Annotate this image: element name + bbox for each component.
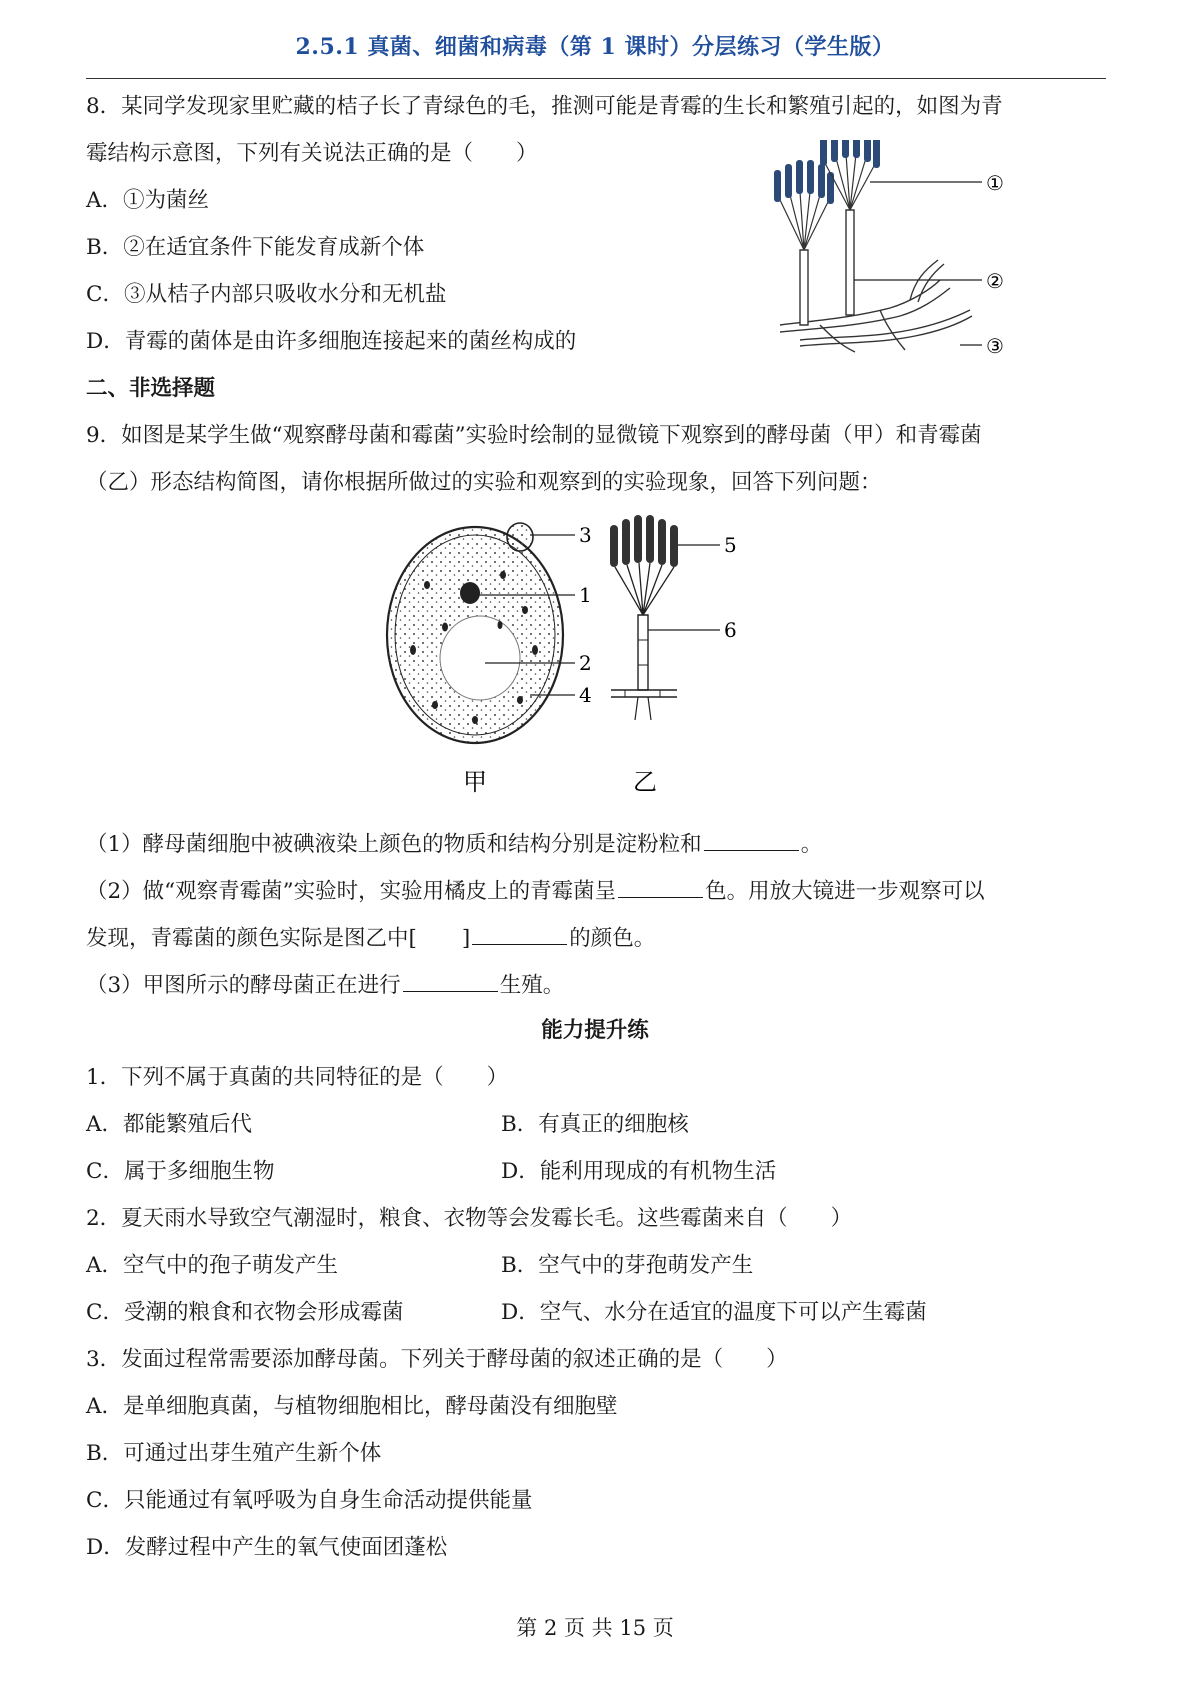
q9-part3-blank (403, 969, 498, 992)
q9-stem-line2: （乙）形态结构简图，请你根据所做过的实验和观察到的实验现象，回答下列问题： (86, 470, 882, 495)
q9-yeast-penicillium-figure (385, 515, 825, 805)
q1-options-row2 (86, 1157, 1106, 1187)
figure-caption-jia: 甲 (463, 768, 487, 796)
yeast-label-2: 2 (579, 651, 592, 675)
q9-part2-line1 (86, 875, 985, 907)
q3-stem: 3．发面过程常需要添加酵母菌。下列关于酵母菌的叙述正确的是（ ） (86, 1347, 788, 1372)
yeast-vacuole (440, 616, 520, 700)
q1-option-d: D．能利用现成的有机物生活 (501, 1159, 777, 1184)
q8-option-b: B．②在适宜条件下能发育成新个体 (86, 235, 425, 260)
q9-stem-line1: 9．如图是某学生做“观察酵母菌和霉菌”实验时绘制的显微镜下观察到的酵母菌（甲）和青霉菌 (86, 423, 982, 448)
yeast-label-4: 4 (579, 683, 592, 707)
q2-option-a: A．空气中的孢子萌发产生 (86, 1253, 339, 1278)
q1-option-b: B．有真正的细胞核 (501, 1112, 689, 1137)
q9-part2-text4: 的颜色。 (569, 926, 656, 951)
q9-part1-end: 。 (800, 832, 823, 857)
q3-option-a: A．是单细胞真菌，与植物细胞相比，酵母菌没有细胞壁 (86, 1394, 618, 1419)
q9-part2-bracket-close: ] (461, 926, 471, 951)
q3-option-c: C．只能通过有氧呼吸为自身生命活动提供能量 (86, 1488, 533, 1513)
q9-part1-text: （1）酵母菌细胞中被碘液染上颜色的物质和结构分别是淀粉粒和 (86, 832, 702, 857)
q9-part2-text: （2）做“观察青霉菌”实验时，实验用橘皮上的青霉菌呈 (86, 879, 617, 904)
penicillium-label-5: 5 (724, 533, 737, 557)
penicillium-structure (610, 515, 678, 720)
q9-part2-blank1 (618, 875, 703, 898)
q8-option-c: C．③从桔子内部只吸收水分和无机盐 (86, 282, 447, 307)
q2-option-c: C．受潮的粮食和衣物会形成霉菌 (86, 1300, 404, 1325)
q1-option-c: C．属于多细胞生物 (86, 1159, 275, 1184)
q9-part2-blank2 (472, 922, 567, 945)
section-ability-heading: 能力提升练 (541, 1018, 649, 1043)
q9-part3-end: 生殖。 (499, 973, 565, 998)
yeast-bud (507, 523, 533, 551)
q8-stem-line1: 8．某同学发现家里贮藏的桔子长了青绿色的毛，推测可能是青霉的生长和繁殖引起的，如图为青 (86, 94, 1003, 119)
q9-part1 (86, 828, 822, 860)
yeast-label-1: 1 (579, 583, 592, 607)
q8-label-3: ③ (986, 334, 1004, 358)
section-non-choice-heading: 二、非选择题 (86, 376, 216, 401)
q2-option-b: B．空气中的芽孢萌发产生 (501, 1253, 754, 1278)
q3-option-b: B．可通过出芽生殖产生新个体 (86, 1441, 382, 1466)
q9-part3 (86, 969, 564, 1001)
q9-part1-blank (704, 828, 799, 851)
q8-label-1: ① (986, 171, 1004, 195)
q2-options-row2 (86, 1298, 1106, 1328)
q2-option-d: D．空气、水分在适宜的温度下可以产生霉菌 (501, 1300, 927, 1325)
q9-part2-text3: 发现，青霉菌的颜色实际是图乙中[ (86, 926, 417, 951)
header-divider (86, 78, 1106, 79)
q2-stem: 2．夏天雨水导致空气潮湿时，粮食、衣物等会发霉长毛。这些霉菌来自（ ） (86, 1206, 853, 1231)
yeast-label-3: 3 (579, 523, 592, 547)
q8-sporangium-left (774, 160, 834, 250)
q8-label-2: ② (986, 269, 1004, 293)
q1-options-row1 (86, 1110, 1106, 1140)
q8-stem-line2: 霉结构示意图，下列有关说法正确的是（ ） (86, 141, 538, 166)
q8-penicillium-figure (760, 140, 1020, 370)
page-footer: 第 2 页 共 15 页 (516, 1616, 674, 1640)
penicillium-label-6: 6 (724, 618, 737, 642)
q8-option-a: A．①为菌丝 (86, 188, 210, 213)
q9-part3-text: （3）甲图所示的酵母菌正在进行 (86, 973, 401, 998)
q1-option-a: A．都能繁殖后代 (86, 1112, 253, 1137)
q9-part2-text2: 色。用放大镜进一步观察可以 (705, 879, 985, 904)
q8-substrate-hyphae (780, 260, 972, 352)
yeast-cell (387, 523, 563, 743)
q1-stem: 1．下列不属于真菌的共同特征的是（ ） (86, 1065, 509, 1090)
figure-caption-yi: 乙 (633, 768, 657, 796)
q3-option-d: D．发酵过程中产生的氧气使面团蓬松 (86, 1535, 448, 1560)
q8-option-d: D．青霉的菌体是由许多细胞连接起来的菌丝构成的 (86, 329, 577, 354)
q8-aerial-hyphae (800, 210, 854, 325)
yeast-nucleus (460, 582, 480, 604)
q9-part2-line2 (86, 922, 655, 954)
q2-options-row1 (86, 1251, 1106, 1281)
page-header-title: 2.5.1 真菌、细菌和病毒（第 1 课时）分层练习（学生版） (295, 34, 895, 60)
